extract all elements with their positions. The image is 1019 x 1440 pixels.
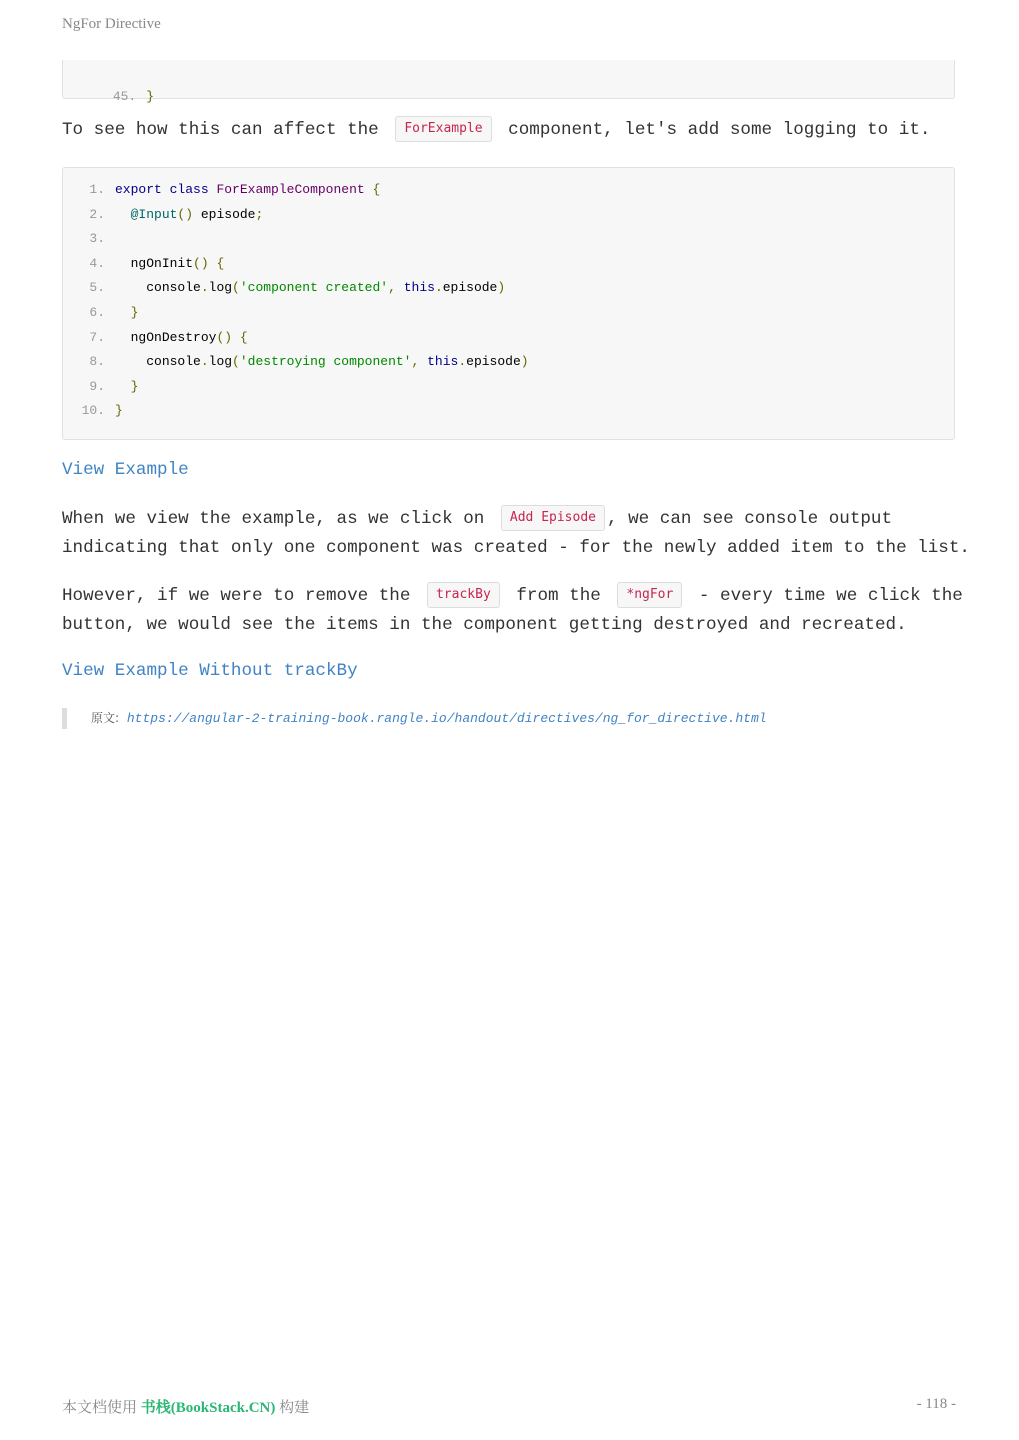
source-blockquote [62, 708, 955, 729]
code-text: @Input() episode; [130, 206, 264, 222]
code-line [63, 375, 954, 400]
paragraph-text: , we can see console output [606, 509, 893, 529]
paragraph-text: indicating that only one component was created - for the newly added item to the list. [62, 537, 970, 558]
code-text: } [115, 403, 123, 419]
source-label: 原文: [91, 711, 120, 725]
line-number: 4. [89, 255, 105, 271]
code-line [63, 276, 954, 301]
code-line [63, 252, 954, 277]
line-number: 45. [112, 88, 137, 104]
code-line [63, 350, 954, 375]
paragraph-intro [62, 116, 957, 145]
line-number: 3. [89, 231, 105, 247]
paragraph-trackby [62, 582, 963, 639]
code-text: export class ForExampleComponent { [115, 182, 381, 197]
line-number: 1. [89, 182, 105, 197]
code-line [63, 60, 155, 104]
paragraph-console-output [62, 505, 970, 562]
view-example-without-trackby-link[interactable]: View Example Without trackBy [62, 661, 358, 681]
paragraph-text: - every time we click the [698, 586, 963, 606]
code-block-logging [62, 167, 955, 440]
code-text: } [130, 304, 139, 320]
code-text: console.log('destroying component', this.episode) [146, 354, 529, 370]
paragraph-text: To see how this can affect the [62, 120, 379, 140]
running-header: NgFor Directive [62, 16, 161, 32]
footer-credit [62, 1396, 309, 1417]
code-text: ngOnInit() { [130, 255, 225, 271]
paragraph-text: When we view the example, as we click on [62, 509, 485, 529]
line-number: 5. [89, 280, 105, 296]
code-text: console.log('component created', this.episode) [146, 280, 506, 296]
line-number: 8. [89, 354, 105, 370]
code-lines [63, 178, 954, 424]
paragraph-text: from the [516, 586, 601, 606]
paragraph-text: component, let's add some logging to it. [508, 120, 931, 140]
inline-code-ngfor: *ngFor [617, 582, 682, 608]
code-block-continued [62, 60, 955, 104]
code-line [63, 301, 954, 326]
source-url-link[interactable]: https://angular-2-training-book.rangle.io/handout/directives/ng_for_directive.html [126, 711, 767, 726]
paragraph-text: However, if we were to remove the [62, 586, 411, 606]
code-line [63, 326, 954, 351]
inline-code-add-episode: Add Episode [501, 505, 605, 531]
code-text: } [146, 88, 155, 104]
line-number: 7. [89, 329, 105, 345]
footer-suffix: 构建 [279, 1400, 310, 1416]
inline-code-trackby: trackBy [427, 582, 500, 608]
code-line [63, 203, 954, 228]
code-text: } [130, 378, 139, 394]
paragraph-text: button, we would see the items in the component getting destroyed and recreated. [62, 614, 907, 635]
view-example-link[interactable]: View Example [62, 460, 189, 480]
footer-prefix: 本文档使用 [62, 1400, 138, 1416]
page-number: - 118 - [916, 1396, 956, 1412]
line-number: 2. [89, 206, 105, 222]
line-number: 6. [89, 304, 105, 320]
inline-code-forexample: ForExample [395, 116, 491, 142]
code-line [63, 399, 954, 424]
line-number: 10. [81, 403, 105, 419]
line-number: 9. [89, 378, 105, 394]
footer-brand-link[interactable]: 书栈(BookStack.CN) [140, 1400, 276, 1416]
code-text: ngOnDestroy() { [130, 329, 248, 345]
code-line [63, 227, 954, 252]
code-line [63, 178, 954, 203]
